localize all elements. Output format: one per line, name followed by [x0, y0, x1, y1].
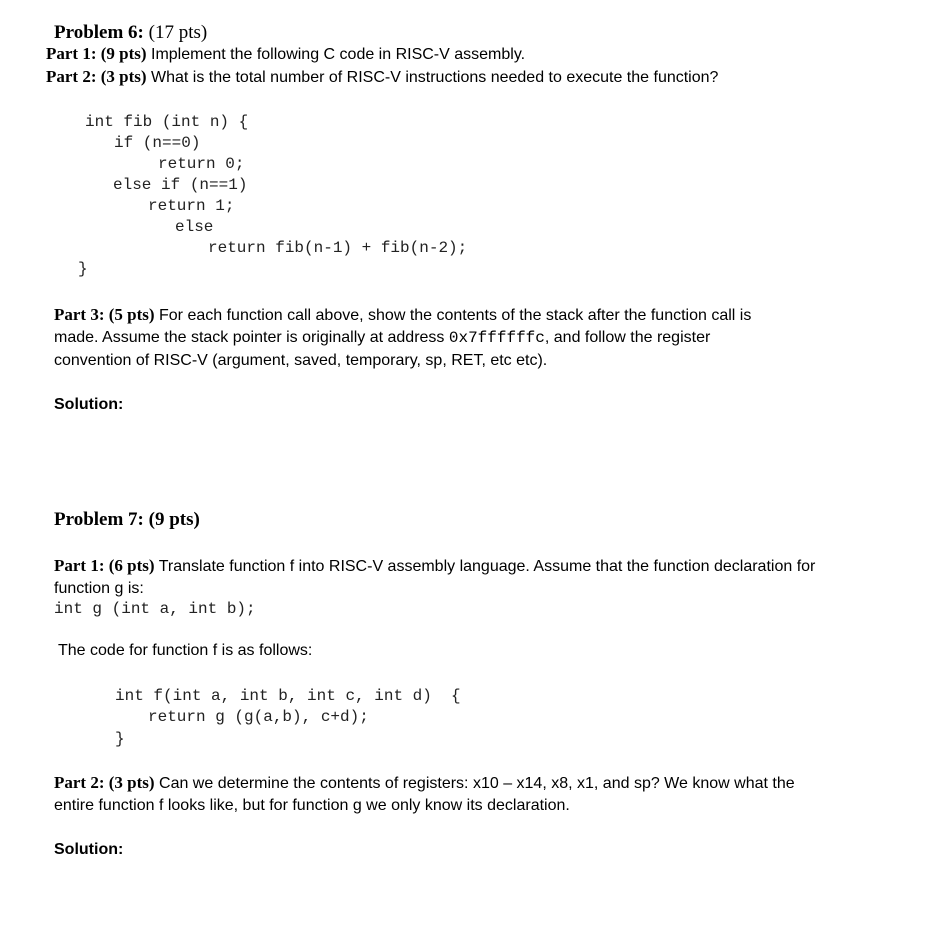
problem-6-part-2	[46, 67, 718, 87]
problem-7-title	[54, 509, 200, 531]
code-line: return 1;	[148, 197, 235, 215]
function-g-declaration: int g (int a, int b);	[54, 600, 256, 618]
part-label: Part 1: (9 pts)	[46, 44, 147, 63]
problem-7-solution-label: Solution:	[54, 841, 124, 858]
code-line: return g (g(a,b), c+d);	[148, 708, 369, 726]
code-intro: The code for function f is as follows:	[58, 642, 313, 659]
part-label: Part 2: (3 pts)	[54, 773, 155, 792]
problem-6-title-bold: Problem 6:	[54, 22, 144, 43]
code-line: else	[175, 218, 214, 236]
problem-7-part-1	[54, 554, 815, 578]
part-text: Can we determine the contents of registers: x10 – x14, x8, x1, and sp? We know what the	[154, 775, 795, 792]
part-text: , and follow the register	[544, 329, 711, 346]
code-line: return 0;	[158, 155, 245, 173]
part-text: For each function call above, show the contents of the stack after the function call is	[154, 307, 752, 324]
code-line: else if (n==1)	[113, 176, 248, 194]
problem-6-part-3	[54, 303, 751, 327]
code-line: }	[115, 730, 125, 748]
problem-6-part-3-line-2	[54, 326, 710, 350]
part-text: Translate function f into RISC-V assembly language. Assume that the function declaration for	[154, 558, 816, 575]
part-label: Part 2: (3 pts)	[46, 67, 147, 86]
code-line: int fib (int n) {	[85, 113, 249, 131]
problem-7-part-1-line-2: function g is:	[54, 580, 144, 597]
code-line: }	[78, 260, 88, 278]
problem-6-solution-label: Solution:	[54, 396, 124, 413]
stack-address: 0x7ffffffc	[448, 329, 545, 347]
code-line: int f(int a, int b, int c, int d) {	[115, 687, 461, 705]
part-text: made. Assume the stack pointer is originally at address	[54, 329, 449, 346]
problem-7-part-2-line-2: entire function f looks like, but for function g we only know its declaration.	[54, 797, 570, 814]
part-text: What is the total number of RISC-V instructions needed to execute the function?	[146, 69, 719, 86]
problem-6-title	[54, 22, 207, 44]
problem-7-title-bold: Problem 7:	[54, 509, 144, 530]
part-text: Implement the following C code in RISC-V assembly.	[146, 46, 526, 63]
code-line: return fib(n-1) + fib(n-2);	[208, 239, 468, 257]
part-label: Part 1: (6 pts)	[54, 556, 155, 575]
problem-6-points: (17 pts)	[143, 22, 208, 43]
part-label: Part 3: (5 pts)	[54, 305, 155, 324]
problem-7-part-2	[54, 771, 795, 795]
problem-7-points: (9 pts)	[143, 509, 200, 530]
code-line: if (n==0)	[114, 134, 201, 152]
problem-6-part-1	[46, 44, 525, 64]
problem-6-part-3-line-3: convention of RISC-V (argument, saved, temporary, sp, RET, etc etc).	[54, 352, 548, 369]
